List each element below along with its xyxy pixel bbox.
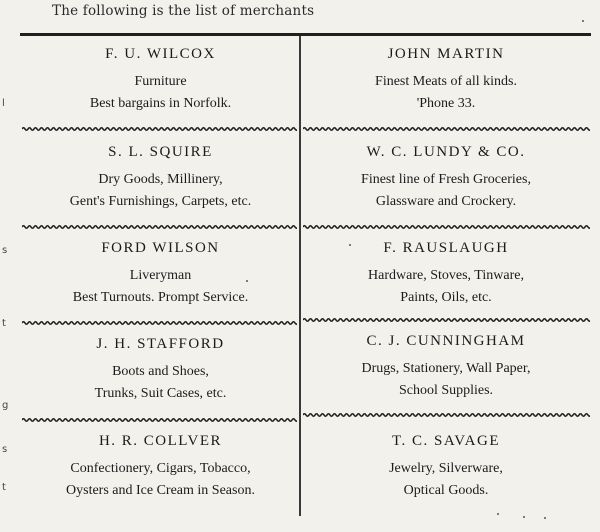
margin-mark: t — [2, 318, 6, 329]
print-speck — [582, 20, 584, 22]
merchant-name: F. RAUSLAUGH — [383, 240, 509, 256]
merchant-line: Jewelry, Silverware, — [389, 461, 503, 476]
merchant-entry — [22, 239, 299, 309]
merchant-name: T. C. SAVAGE — [391, 433, 501, 449]
merchant-entry — [22, 45, 299, 115]
merchant-entry — [22, 143, 299, 213]
margin-mark: s — [2, 245, 8, 256]
merchant-line: 'Phone 33. — [416, 96, 476, 111]
margin-mark: l — [2, 98, 5, 109]
merchant-line: Liveryman — [129, 268, 192, 283]
merchant-entry — [301, 45, 591, 115]
merchant-name: S. L. SQUIRE — [108, 144, 213, 160]
merchant-line: Finest line of Fresh Groceries, — [361, 172, 531, 187]
print-speck — [246, 280, 248, 282]
merchant-entry — [301, 432, 591, 502]
merchant-line: Hardware, Stoves, Tinware, — [368, 268, 524, 283]
merchant-line: Confectionery, Cigars, Tobacco, — [70, 461, 251, 476]
merchant-entry — [301, 239, 591, 309]
wavy-separator — [22, 416, 297, 424]
wavy-separator — [303, 411, 590, 419]
wavy-separator — [303, 125, 590, 133]
merchant-entry — [22, 335, 299, 405]
merchant-line: Oysters and Ice Cream in Season. — [66, 483, 255, 498]
merchant-entry — [301, 332, 591, 402]
print-speck — [544, 517, 546, 519]
merchant-line: Drugs, Stationery, Wall Paper, — [361, 361, 531, 376]
margin-mark: s — [2, 444, 8, 455]
merchant-line: Finest Meats of all kinds. — [375, 74, 517, 89]
print-speck — [523, 516, 525, 518]
wavy-separator — [22, 223, 297, 231]
merchant-line: Gent's Furnishings, Carpets, etc. — [69, 194, 252, 209]
margin-mark: t — [2, 482, 6, 493]
merchant-name: JOHN MARTIN — [387, 46, 505, 62]
merchant-line: Best bargains in Norfolk. — [89, 96, 232, 111]
merchant-line: Paints, Oils, etc. — [400, 290, 492, 305]
merchant-line: Boots and Shoes, — [112, 364, 209, 379]
print-speck — [349, 244, 351, 246]
print-speck — [497, 513, 499, 515]
wavy-separator — [303, 316, 590, 324]
merchant-name: H. R. COLLVER — [98, 433, 223, 449]
wavy-separator — [22, 319, 297, 327]
merchant-name: W. C. LUNDY & CO. — [366, 144, 526, 160]
intro-text: The following is the list of merchants — [52, 3, 315, 19]
margin-mark: g — [2, 400, 9, 411]
merchant-name: FORD WILSON — [101, 240, 220, 256]
merchant-entry — [301, 143, 591, 213]
merchant-line: Trunks, Suit Cases, etc. — [94, 386, 227, 401]
wavy-separator — [303, 223, 590, 231]
merchant-name: C. J. CUNNINGHAM — [366, 333, 526, 349]
merchant-line: Dry Goods, Millinery, — [98, 172, 223, 187]
merchant-line: Optical Goods. — [403, 483, 489, 498]
merchant-line: Glassware and Crockery. — [375, 194, 517, 209]
merchant-line: Furniture — [134, 74, 187, 89]
merchant-name: F. U. WILCOX — [105, 46, 216, 62]
merchant-line: Best Turnouts. Prompt Service. — [72, 290, 249, 305]
wavy-separator — [22, 125, 297, 133]
merchant-line: School Supplies. — [398, 383, 494, 398]
merchant-entry — [22, 432, 299, 502]
top-rule — [20, 33, 591, 36]
merchant-name: J. H. STAFFORD — [96, 336, 225, 352]
